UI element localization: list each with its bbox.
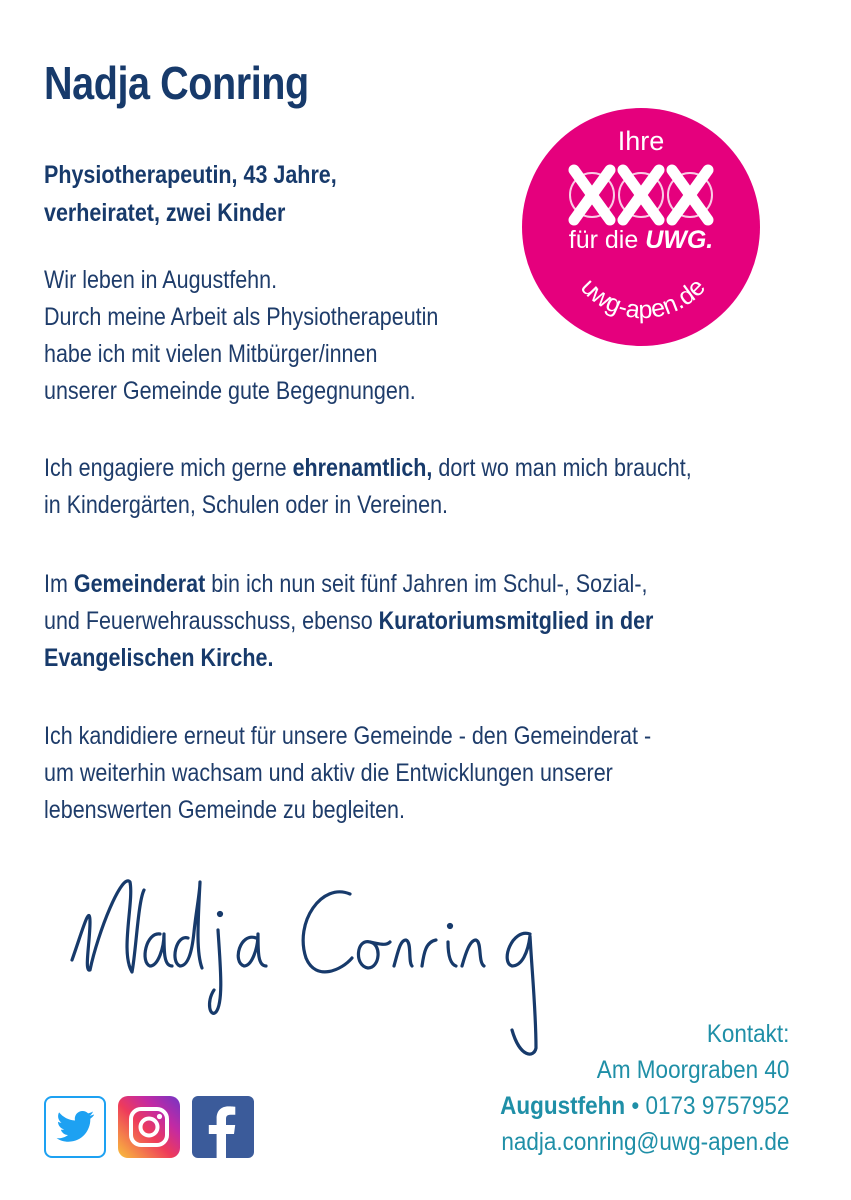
facebook-icon [192, 1096, 254, 1158]
svg-text:uwg-apen.de [575, 273, 711, 324]
subtitle-line: Physiotherapeutin, 43 Jahre, [44, 161, 337, 189]
text-span: Ich engagiere mich gerne [44, 454, 293, 482]
text-line: um weiterhin wachsam und aktiv die Entwicklungen unserer [44, 759, 613, 787]
text-line: unserer Gemeinde gute Begegnungen. [44, 377, 416, 405]
instagram-button[interactable] [118, 1096, 180, 1158]
text-span: dort wo man mich braucht, [432, 454, 692, 482]
badge-uwg-text: UWG. [645, 226, 714, 254]
paragraph-candidacy [44, 718, 651, 829]
text-bold: Kuratoriumsmitglied in der [378, 607, 654, 635]
badge-fuer-text: für die [568, 226, 646, 254]
text-line: habe ich mit vielen Mitbürger/innen [44, 340, 378, 368]
text-span: und Feuerwehrausschuss, ebenso [44, 607, 379, 635]
subtitle-line: verheiratet, zwei Kinder [44, 199, 286, 227]
text-line: in Kindergärten, Schulen oder in Vereinen. [44, 491, 448, 519]
paragraph-council [44, 566, 653, 677]
badge-url-text: uwg-apen.de [575, 272, 711, 325]
text-bold: Evangelischen Kirche. [44, 644, 274, 672]
text-line [44, 603, 653, 640]
text-line: Wir leben in Augustfehn. [44, 266, 278, 294]
text-span: Im [44, 570, 74, 598]
contact-city-phone [500, 1088, 789, 1124]
contact-email[interactable]: nadja.conring@uwg-apen.de [500, 1128, 789, 1156]
contact-phone[interactable]: 0173 9757952 [645, 1092, 789, 1120]
uwg-badge [522, 108, 760, 346]
contact-street: Am Moorgraben 40 [596, 1056, 789, 1084]
text-line: lebenswerten Gemeinde zu begleiten. [44, 796, 405, 824]
badge-url [522, 108, 760, 346]
paragraph-intro [44, 262, 438, 410]
text-line [44, 566, 653, 603]
text-line [44, 450, 692, 487]
twitter-button[interactable] [44, 1096, 106, 1158]
text-span: bin ich nun seit fünf Jahren im Schul-, Sozial-, [205, 570, 648, 598]
text-line: Ich kandidiere erneut für unsere Gemeinde - den Gemeinderat - [44, 722, 652, 750]
paragraph-volunteer [44, 450, 692, 524]
badge-ihre: Ihre [617, 126, 665, 156]
contact-city: Augustfehn [499, 1092, 625, 1120]
subtitle [44, 156, 337, 232]
text-bold: Gemeinderat [73, 570, 206, 598]
contact-separator: • [624, 1092, 646, 1120]
instagram-icon [118, 1096, 180, 1158]
text-bold: ehrenamtlich, [292, 454, 433, 482]
text-line [44, 640, 653, 677]
contact-block [500, 1016, 789, 1160]
twitter-icon [46, 1098, 104, 1156]
page-title: Nadja Conring [44, 57, 309, 109]
facebook-button[interactable] [192, 1096, 254, 1158]
text-line: Durch meine Arbeit als Physiotherapeutin [44, 303, 439, 331]
contact-label: Kontakt: [706, 1020, 789, 1048]
